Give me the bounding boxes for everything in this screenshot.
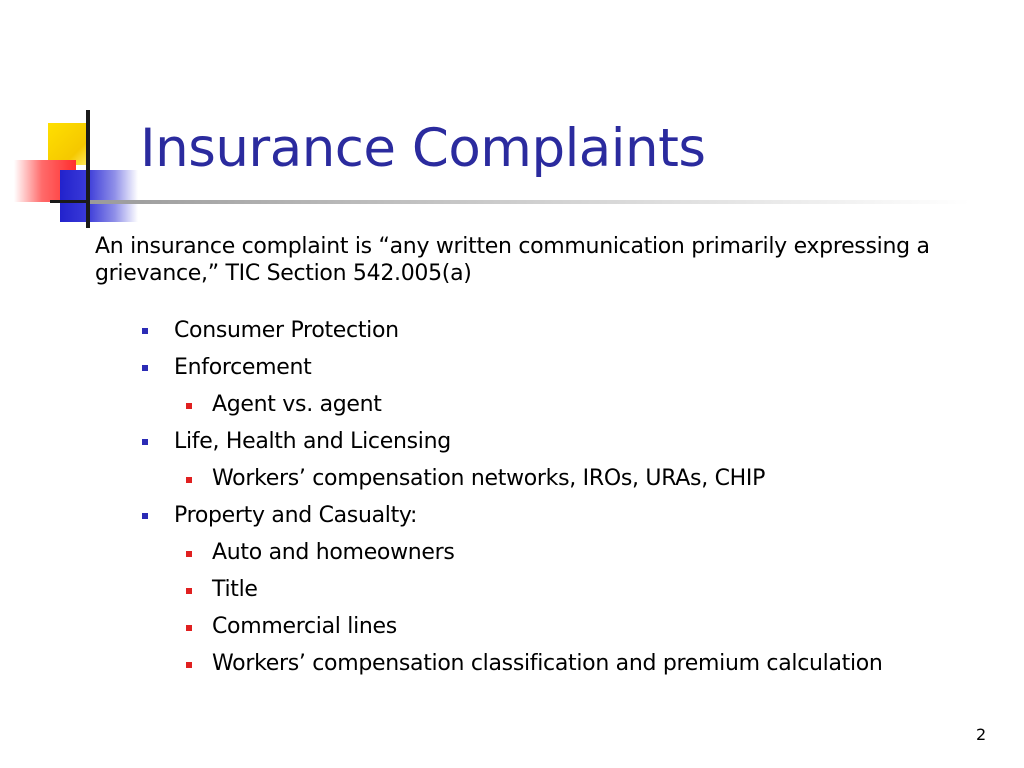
vertical-line <box>86 110 90 228</box>
blue-square-bullet-icon <box>142 365 148 371</box>
yellow-square-shape <box>48 123 88 165</box>
sub-bullet-text: Commercial lines <box>212 614 397 639</box>
bullet-text: Consumer Protection <box>174 318 399 343</box>
blue-square-shape <box>60 170 138 222</box>
blue-square-bullet-icon <box>142 513 148 519</box>
slide-title: Insurance Complaints <box>140 118 706 179</box>
title-underline <box>90 200 970 204</box>
red-square-bullet-icon <box>186 588 192 594</box>
red-square-bullet-icon <box>186 625 192 631</box>
red-square-bullet-icon <box>186 551 192 557</box>
red-square-bullet-icon <box>186 403 192 409</box>
blue-square-bullet-icon <box>142 328 148 334</box>
page-number: 2 <box>976 725 987 744</box>
bullet-text: Life, Health and Licensing <box>174 429 451 454</box>
red-square-bullet-icon <box>186 662 192 668</box>
sub-bullet-text: Agent vs. agent <box>212 392 382 417</box>
bullet-text: Enforcement <box>174 355 312 380</box>
sub-bullet-text: Title <box>212 577 258 602</box>
sub-bullet-text: Workers’ compensation networks, IROs, URAs, CHIP <box>212 466 766 491</box>
sub-bullet-text: Workers’ compensation classification and premium calculation <box>212 651 883 676</box>
corner-decoration <box>0 100 150 230</box>
intro-text: An insurance complaint is “any written communication primarily expressing a grievance,” TIC Section 542.005(a) <box>95 234 930 286</box>
sub-bullet-text: Auto and homeowners <box>212 540 455 565</box>
bullet-text: Property and Casualty: <box>174 503 418 528</box>
blue-square-bullet-icon <box>142 439 148 445</box>
red-square-bullet-icon <box>186 477 192 483</box>
